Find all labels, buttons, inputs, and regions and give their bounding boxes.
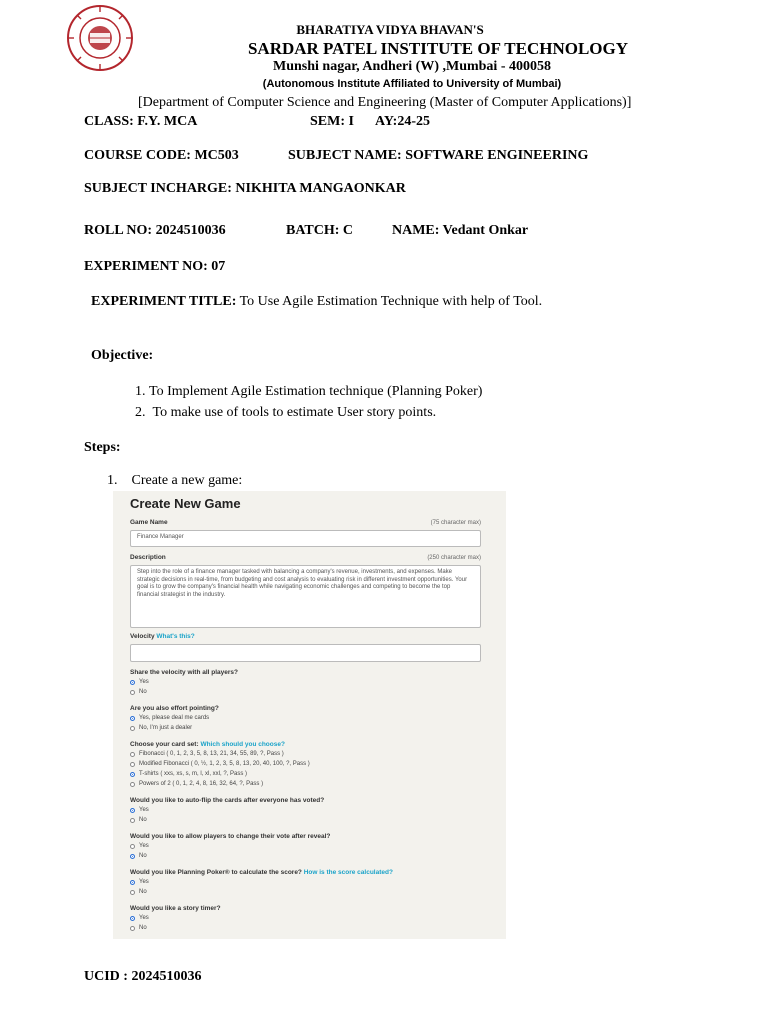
timer-yes-option[interactable] [130,915,149,921]
radio-icon[interactable] [130,690,135,695]
cardset-powers-label: Powers of 2 ( 0, 1, 2, 4, 8, 16, 32, 64, ?, Pass ) [139,781,264,787]
experiment-title-label: EXPERIMENT TITLE: [91,294,237,309]
radio-icon[interactable] [130,752,135,757]
radio-icon[interactable] [130,782,135,787]
class-label: CLASS: F.Y. MCA [84,114,198,129]
radio-selected-icon[interactable] [130,680,135,685]
roll-no-label: ROLL NO: 2024510036 [84,223,226,238]
cardset-modified-fibonacci-label: Modified Fibonacci ( 0, ½, 1, 2, 3, 5, 8, 13, 20, 40, 100, ?, Pass ) [139,761,310,767]
step-1: 1. Create a new game: [107,473,243,488]
share-no-option[interactable] [130,689,147,695]
score-question [130,869,393,876]
cardset-question [130,741,285,748]
cardset-tshirts-option[interactable] [130,771,247,777]
velocity-label [130,633,195,640]
radio-icon[interactable] [130,818,135,823]
header-department: [Department of Computer Science and Engineering (Master of Computer Applications)] [138,95,632,110]
change-vote-no-label: No [139,853,147,859]
game-name-input[interactable]: Finance Manager [130,530,481,547]
cardset-powers-option[interactable] [130,781,263,787]
share-yes-option[interactable] [130,679,149,685]
sem-label: SEM: I [310,114,354,129]
share-velocity-question: Share the velocity with all players? [130,669,239,676]
score-no-option[interactable] [130,889,147,895]
cardset-question-text: Choose your card set: [130,741,199,748]
cardset-help-link[interactable]: Which should you choose? [200,741,285,748]
objective-heading: Objective: [91,348,154,363]
objective-item-2: 2. To make use of tools to estimate User story points. [135,405,437,420]
autoflip-question: Would you like to auto-flip the cards after everyone has voted? [130,797,325,804]
share-no-label: No [139,689,147,695]
steps-heading: Steps: [84,440,121,455]
experiment-title [91,294,542,310]
score-help-link[interactable]: How is the score calculated? [303,869,393,876]
step-1-text: Create a new game: [131,473,243,488]
autoflip-yes-option[interactable] [130,807,149,813]
radio-icon[interactable] [130,762,135,767]
radio-selected-icon[interactable] [130,854,135,859]
timer-question: Would you like a story timer? [130,905,221,912]
header-affiliation: (Autonomous Institute Affiliated to University of Mumbai) [262,78,562,90]
autoflip-no-option[interactable] [130,817,147,823]
autoflip-no-label: No [139,817,147,823]
score-yes-label: Yes [139,879,149,885]
radio-icon[interactable] [130,926,135,931]
cardset-fibonacci-option[interactable] [130,751,284,757]
radio-selected-icon[interactable] [130,772,135,777]
create-game-screenshot [113,491,506,939]
academic-year-label: AY:24-25 [375,114,430,129]
footer-ucid: UCID : 2024510036 [84,969,202,984]
radio-icon[interactable] [130,844,135,849]
student-name-label: NAME: Vedant Onkar [392,223,529,238]
radio-icon[interactable] [130,726,135,731]
score-no-label: No [139,889,147,895]
header-address: Munshi nagar, Andheri (W) ,Mumbai - 400058 [273,59,551,74]
effort-no-option[interactable] [130,725,192,731]
change-vote-yes-option[interactable] [130,843,149,849]
radio-selected-icon[interactable] [130,716,135,721]
timer-no-option[interactable] [130,925,147,931]
score-question-text: Would you like Planning Poker® to calculate the score? [130,869,302,876]
score-yes-option[interactable] [130,879,149,885]
subject-name-label: SUBJECT NAME: SOFTWARE ENGINEERING [288,148,589,163]
effort-question: Are you also effort pointing? [130,705,219,712]
change-vote-yes-label: Yes [139,843,149,849]
velocity-input[interactable] [130,644,481,662]
game-name-label: Game Name [130,519,168,526]
radio-icon[interactable] [130,890,135,895]
change-vote-question: Would you like to allow players to change their vote after reveal? [130,833,331,840]
timer-no-label: No [139,925,147,931]
cardset-modified-fibonacci-option[interactable] [130,761,310,767]
game-name-limit: (75 character max) [430,520,481,526]
effort-yes-label: Yes, please deal me cards [139,715,210,721]
objective-item-1: 1. To Implement Agile Estimation technique (Planning Poker) [135,384,483,399]
velocity-help-link[interactable]: What's this? [156,633,195,640]
radio-selected-icon[interactable] [130,880,135,885]
radio-selected-icon[interactable] [130,808,135,813]
create-game-title: Create New Game [130,496,241,511]
objective-item-2-text: To make use of tools to estimate User story points. [152,405,437,420]
course-code-label: COURSE CODE: MC503 [84,148,239,163]
velocity-label-text: Velocity [130,633,155,640]
share-yes-label: Yes [139,679,149,685]
cardset-tshirts-label: T-shirts ( xxs, xs, s, m, l, xl, xxl, ?, Pass ) [139,771,248,777]
change-vote-no-option[interactable] [130,853,147,859]
objective-item-1-text: To Implement Agile Estimation technique (Planning Poker) [149,384,483,399]
effort-yes-option[interactable] [130,715,209,721]
description-limit: (250 character max) [427,555,481,561]
subject-incharge-label: SUBJECT INCHARGE: NIKHITA MANGAONKAR [84,181,406,196]
autoflip-yes-label: Yes [139,807,149,813]
experiment-title-text: To Use Agile Estimation Technique with help of Tool. [236,294,543,309]
radio-selected-icon[interactable] [130,916,135,921]
effort-no-label: No, I'm just a dealer [139,725,193,731]
description-label: Description [130,554,166,561]
header-institute-name: SARDAR PATEL INSTITUTE OF TECHNOLOGY [247,39,629,58]
experiment-no-label: EXPERIMENT NO: 07 [84,259,226,274]
description-textarea[interactable]: Step into the role of a finance manager tasked with balancing a company's revenue, investments, and expenses. Make strategic decisions in real-time, from budgeting and cost analysis to evaluating risk in different investment opportunities. Your goal is to grow the company's financial health while navigating economic challenges and competing to become the top financial strategist in the industry. [130,565,481,628]
cardset-fibonacci-label: Fibonacci ( 0, 1, 2, 3, 5, 8, 13, 21, 34, 55, 89, ?, Pass ) [139,751,284,757]
timer-yes-label: Yes [139,915,149,921]
header-line-1: BHARATIYA VIDYA BHAVAN'S [296,22,484,37]
batch-label: BATCH: C [286,223,354,238]
